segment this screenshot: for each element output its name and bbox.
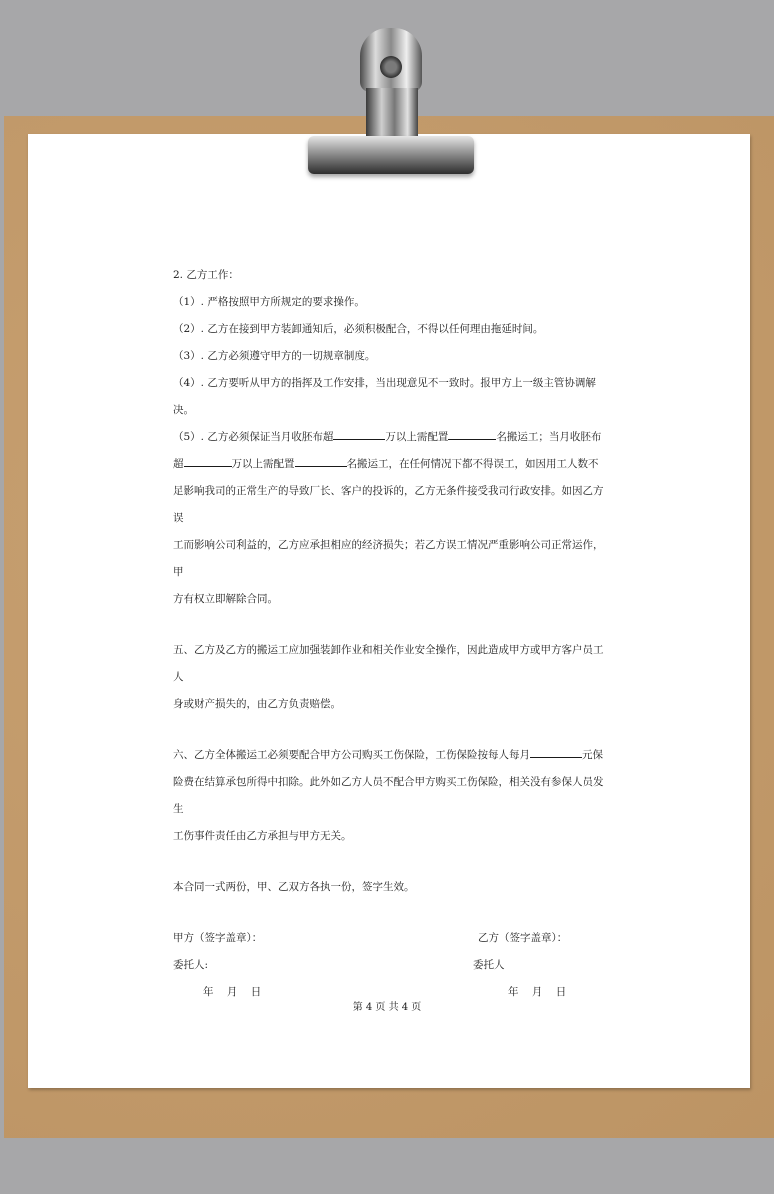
party-b-date: 年 月 日 xyxy=(508,986,567,998)
item-5-line-2: 超 万以上需配置 名搬运工，在任何情况下都不得误工，如因用工人数不 xyxy=(173,451,605,478)
item-5-line-5: 方有权立即解除合同。 xyxy=(173,593,278,605)
document-body xyxy=(173,262,605,1006)
binder-clip-hole xyxy=(380,56,402,78)
item-3: （3）. 乙方必须遵守甲方的一切规章制度。 xyxy=(173,350,376,362)
item-5-line-3: 足影响我司的正常生产的导致厂长、客户的投诉的，乙方无条件接受我司行政安排。如因乙方误 xyxy=(173,485,604,524)
item-2: （2）. 乙方在接到甲方装卸通知后，必须积极配合，不得以任何理由拖延时间。 xyxy=(173,323,544,335)
party-a-agent: 委托人: xyxy=(173,959,209,971)
party-a-signature: 甲方（签字盖章）： xyxy=(173,932,263,944)
party-a-date: 年 月 日 xyxy=(203,986,262,998)
section-5-line-2: 身或财产损失的，由乙方负责赔偿。 xyxy=(173,698,341,710)
section-6-line-3: 工伤事件责任由乙方承担与甲方无关。 xyxy=(173,830,352,842)
closing-statement: 本合同一式两份，甲、乙双方各执一份，签字生效。 xyxy=(173,881,415,893)
blank-field xyxy=(530,745,582,758)
item-4: （4）. 乙方要听从甲方的指挥及工作安排，当出现意见不一致时。报甲方上一级主管协调解决。 xyxy=(173,377,596,416)
binder-clip-base xyxy=(308,136,474,174)
item-5-line-4: 工而影响公司利益的，乙方应承担相应的经济损失；若乙方误工情况严重影响公司正常运作，甲 xyxy=(173,539,604,578)
blank-field xyxy=(333,427,385,440)
blank-field xyxy=(448,427,496,440)
blank-field xyxy=(295,454,347,467)
agent-row xyxy=(173,952,605,979)
blank-field xyxy=(184,454,232,467)
section-5-line-1: 五、乙方及乙方的搬运工应加强装卸作业和相关作业安全操作，因此造成甲方或甲方客户员工人 xyxy=(173,644,604,683)
section-6-line-1: 六、乙方全体搬运工必须要配合甲方公司购买工伤保险，工伤保险按每人每月 元保 xyxy=(173,742,605,769)
item-1: （1）. 严格按照甲方所规定的要求操作。 xyxy=(173,296,365,308)
item-5-line-1: （5）. 乙方必须保证当月收胚布超 万以上需配置 名搬运工；当月收胚布 xyxy=(173,424,605,451)
binder-clip-neck xyxy=(366,88,418,138)
section-6-line-2: 险费在结算承包所得中扣除。此外如乙方人员不配合甲方购买工伤保险，相关没有参保人员发生 xyxy=(173,776,604,815)
party-b-agent: 委托人 xyxy=(473,959,505,971)
signature-row xyxy=(173,925,605,952)
item-heading: 2. 乙方工作： xyxy=(173,269,239,281)
page-number: 第 4 页 共 4 页 xyxy=(352,1002,422,1013)
party-b-signature: 乙方（签字盖章）： xyxy=(478,932,568,944)
